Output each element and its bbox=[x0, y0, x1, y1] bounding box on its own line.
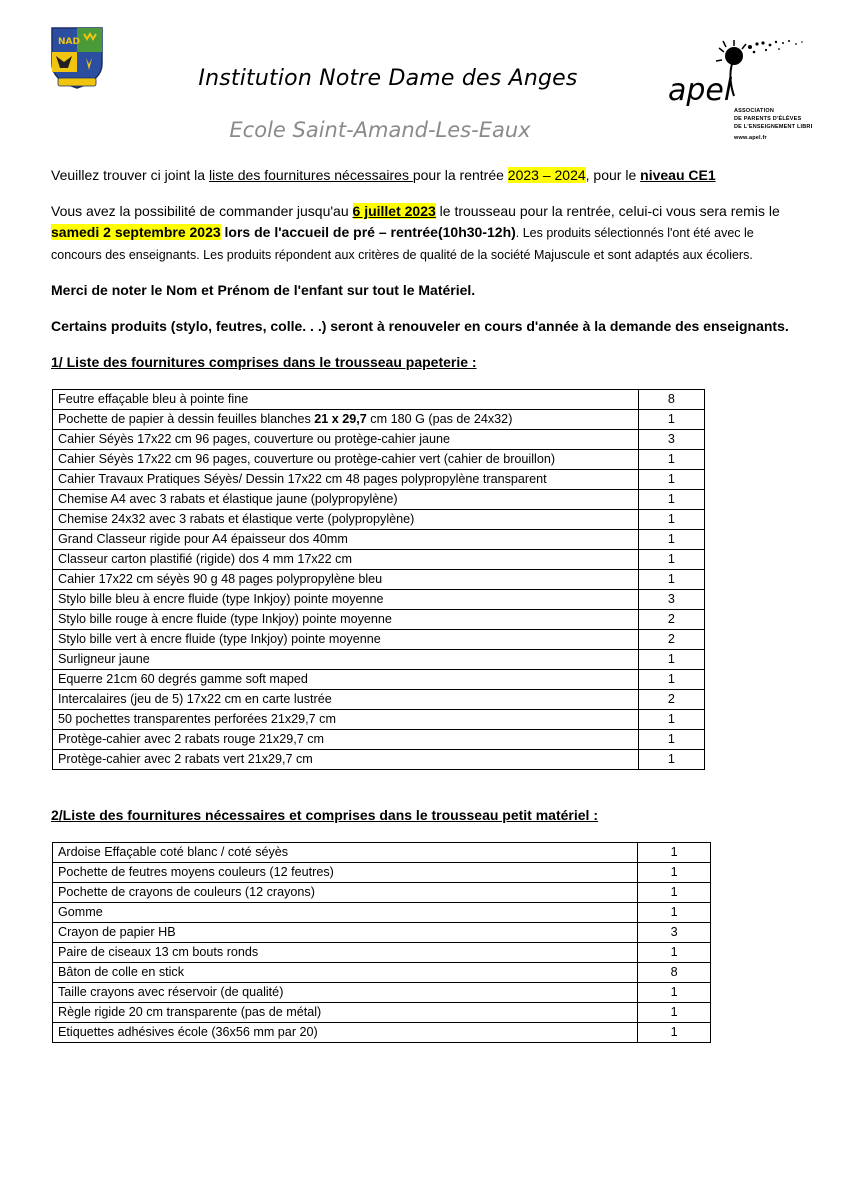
item-cell: Equerre 21cm 60 degrés gamme soft maped bbox=[53, 670, 639, 690]
item-cell: Chemise 24x32 avec 3 rabats et élastique verte (polypropylène) bbox=[53, 510, 639, 530]
item-cell: Ardoise Effaçable coté blanc / coté séyès bbox=[53, 843, 638, 863]
table-row bbox=[53, 963, 711, 983]
delivery-date: samedi 2 septembre 2023 bbox=[51, 224, 221, 240]
quantity-cell: 3 bbox=[638, 590, 704, 610]
item-cell: Surligneur jaune bbox=[53, 650, 639, 670]
table-row bbox=[53, 670, 705, 690]
item-cell: Paire de ciseaux 13 cm bouts ronds bbox=[53, 943, 638, 963]
svg-text:DE L'ENSEIGNEMENT LIBRE: DE L'ENSEIGNEMENT LIBRE bbox=[734, 124, 812, 130]
table-row bbox=[53, 630, 705, 650]
table-row bbox=[53, 863, 711, 883]
table-row bbox=[53, 903, 711, 923]
table-row bbox=[53, 1023, 711, 1043]
table-row bbox=[53, 750, 705, 770]
quantity-cell: 2 bbox=[638, 690, 704, 710]
quantity-cell: 1 bbox=[638, 843, 711, 863]
supply-list-link-text: liste des fournitures nécessaires bbox=[208, 167, 413, 183]
table-row bbox=[53, 470, 705, 490]
item-cell: Bâton de colle en stick bbox=[53, 963, 638, 983]
quantity-cell: 1 bbox=[638, 903, 711, 923]
quantity-cell: 1 bbox=[638, 650, 704, 670]
item-cell: Gomme bbox=[53, 903, 638, 923]
order-deadline: 6 juillet 2023 bbox=[352, 203, 436, 219]
table-row bbox=[53, 610, 705, 630]
table-row bbox=[53, 1003, 711, 1023]
quantity-cell: 2 bbox=[638, 630, 704, 650]
quantity-cell: 8 bbox=[638, 963, 711, 983]
table-row bbox=[53, 590, 705, 610]
item-cell: Classeur carton plastifié (rigide) dos 4 mm 17x22 cm bbox=[53, 550, 639, 570]
intro-paragraph: Veuillez trouver ci joint la liste des fournitures nécessaires pour la rentrée 2023 – 2024, pour le niveau CE1 bbox=[51, 167, 716, 183]
item-cell: Stylo bille bleu à encre fluide (type Inkjoy) pointe moyenne bbox=[53, 590, 639, 610]
item-cell: Cahier Travaux Pratiques Séyès/ Dessin 17x22 cm 48 pages polypropylène transparent bbox=[53, 470, 639, 490]
quantity-cell: 1 bbox=[638, 1023, 711, 1043]
svg-text:ASSOCIATION: ASSOCIATION bbox=[734, 108, 774, 114]
svg-text:www.apel.fr: www.apel.fr bbox=[734, 135, 767, 141]
table-row bbox=[53, 550, 705, 570]
quantity-cell: 1 bbox=[638, 1003, 711, 1023]
section2-heading: 2/Liste des fournitures nécessaires et comprises dans le trousseau petit matériel : bbox=[51, 807, 598, 823]
school-year: 2023 – 2024 bbox=[507, 167, 586, 183]
quantity-cell: 1 bbox=[638, 470, 704, 490]
table-row bbox=[53, 923, 711, 943]
svg-text:DE PARENTS D'ÉLÈVES: DE PARENTS D'ÉLÈVES bbox=[734, 116, 802, 122]
quantity-cell: 3 bbox=[638, 430, 704, 450]
quantity-cell: 1 bbox=[638, 983, 711, 1003]
quantity-cell: 2 bbox=[638, 610, 704, 630]
table-row bbox=[53, 430, 705, 450]
item-cell: 50 pochettes transparentes perforées 21x29,7 cm bbox=[53, 710, 639, 730]
table-row bbox=[53, 390, 705, 410]
item-cell: Protège-cahier avec 2 rabats vert 21x29,7 cm bbox=[53, 750, 639, 770]
table-row bbox=[53, 843, 711, 863]
quantity-cell: 8 bbox=[638, 390, 704, 410]
item-cell: Règle rigide 20 cm transparente (pas de métal) bbox=[53, 1003, 638, 1023]
item-cell: Stylo bille vert à encre fluide (type Inkjoy) pointe moyenne bbox=[53, 630, 639, 650]
quantity-cell: 1 bbox=[638, 530, 704, 550]
quantity-cell: 1 bbox=[638, 490, 704, 510]
table-row bbox=[53, 710, 705, 730]
class-level: niveau CE1 bbox=[640, 167, 716, 183]
item-cell: Etiquettes adhésives école (36x56 mm par 20) bbox=[53, 1023, 638, 1043]
item-cell: Cahier 17x22 cm séyès 90 g 48 pages polypropylène bleu bbox=[53, 570, 639, 590]
table-row bbox=[53, 883, 711, 903]
table-row bbox=[53, 490, 705, 510]
table-row bbox=[53, 943, 711, 963]
item-cell: Protège-cahier avec 2 rabats rouge 21x29,7 cm bbox=[53, 730, 639, 750]
item-cell: Stylo bille rouge à encre fluide (type Inkjoy) pointe moyenne bbox=[53, 610, 639, 630]
quantity-cell: 1 bbox=[638, 750, 704, 770]
renewal-note: Certains produits (stylo, feutres, colle. . .) seront à renouveler en cours d'année à la demande des enseignants. bbox=[51, 318, 789, 334]
name-note: Merci de noter le Nom et Prénom de l'enfant sur tout le Matériel. bbox=[51, 282, 476, 298]
quantity-cell: 1 bbox=[638, 570, 704, 590]
item-cell: Crayon de papier HB bbox=[53, 923, 638, 943]
order-paragraph: Vous avez la possibilité de commander jusqu'au 6 juillet 2023 le trousseau pour la rentrée, celui-ci vous sera remis le samedi 2 septembre 2023 lors de l'accueil de pré – rentrée(10h30-12h). Les produits sélectionnés l'ont été avec le concours des enseignants. Les produits répondent aux critères de qualité de la société Majuscule et sont adaptés aux écoliers. bbox=[51, 203, 780, 262]
svg-text:NAD: NAD bbox=[58, 37, 80, 47]
institution-title: Institution Notre Dame des Anges bbox=[198, 66, 578, 91]
item-cell: Pochette de papier à dessin feuilles blanches 21 x 29,7 cm 180 G (pas de 24x32) bbox=[53, 410, 639, 430]
quantity-cell: 1 bbox=[638, 863, 711, 883]
item-cell: Chemise A4 avec 3 rabats et élastique jaune (polypropylène) bbox=[53, 490, 639, 510]
quantity-cell: 3 bbox=[638, 923, 711, 943]
table-row bbox=[53, 650, 705, 670]
item-cell: Feutre effaçable bleu à pointe fine bbox=[53, 390, 639, 410]
table-row bbox=[53, 570, 705, 590]
table-row bbox=[53, 510, 705, 530]
table-row bbox=[53, 530, 705, 550]
table-row bbox=[53, 450, 705, 470]
svg-text:apel: apel bbox=[668, 73, 733, 108]
quantity-cell: 1 bbox=[638, 730, 704, 750]
item-cell: Grand Classeur rigide pour A4 épaisseur dos 40mm bbox=[53, 530, 639, 550]
item-cell: Cahier Séyès 17x22 cm 96 pages, couverture ou protège-cahier vert (cahier de brouillon) bbox=[53, 450, 639, 470]
table-row bbox=[53, 690, 705, 710]
quantity-cell: 1 bbox=[638, 710, 704, 730]
item-cell: Cahier Séyès 17x22 cm 96 pages, couverture ou protège-cahier jaune bbox=[53, 430, 639, 450]
quantity-cell: 1 bbox=[638, 510, 704, 530]
item-cell: Taille crayons avec réservoir (de qualité) bbox=[53, 983, 638, 1003]
item-cell: Intercalaires (jeu de 5) 17x22 cm en carte lustrée bbox=[53, 690, 639, 710]
small-equipment-table bbox=[52, 842, 711, 1043]
quantity-cell: 1 bbox=[638, 410, 704, 430]
school-subtitle: Ecole Saint-Amand-Les-Eaux bbox=[229, 118, 531, 142]
stationery-table bbox=[52, 389, 705, 770]
quantity-cell: 1 bbox=[638, 550, 704, 570]
quantity-cell: 1 bbox=[638, 943, 711, 963]
item-cell: Pochette de crayons de couleurs (12 crayons) bbox=[53, 883, 638, 903]
table-row bbox=[53, 730, 705, 750]
quantity-cell: 1 bbox=[638, 670, 704, 690]
table-row bbox=[53, 983, 711, 1003]
item-cell: Pochette de feutres moyens couleurs (12 feutres) bbox=[53, 863, 638, 883]
section1-heading: 1/ Liste des fournitures comprises dans le trousseau papeterie : bbox=[51, 354, 477, 370]
quantity-cell: 1 bbox=[638, 450, 704, 470]
quantity-cell: 1 bbox=[638, 883, 711, 903]
table-row bbox=[53, 410, 705, 430]
